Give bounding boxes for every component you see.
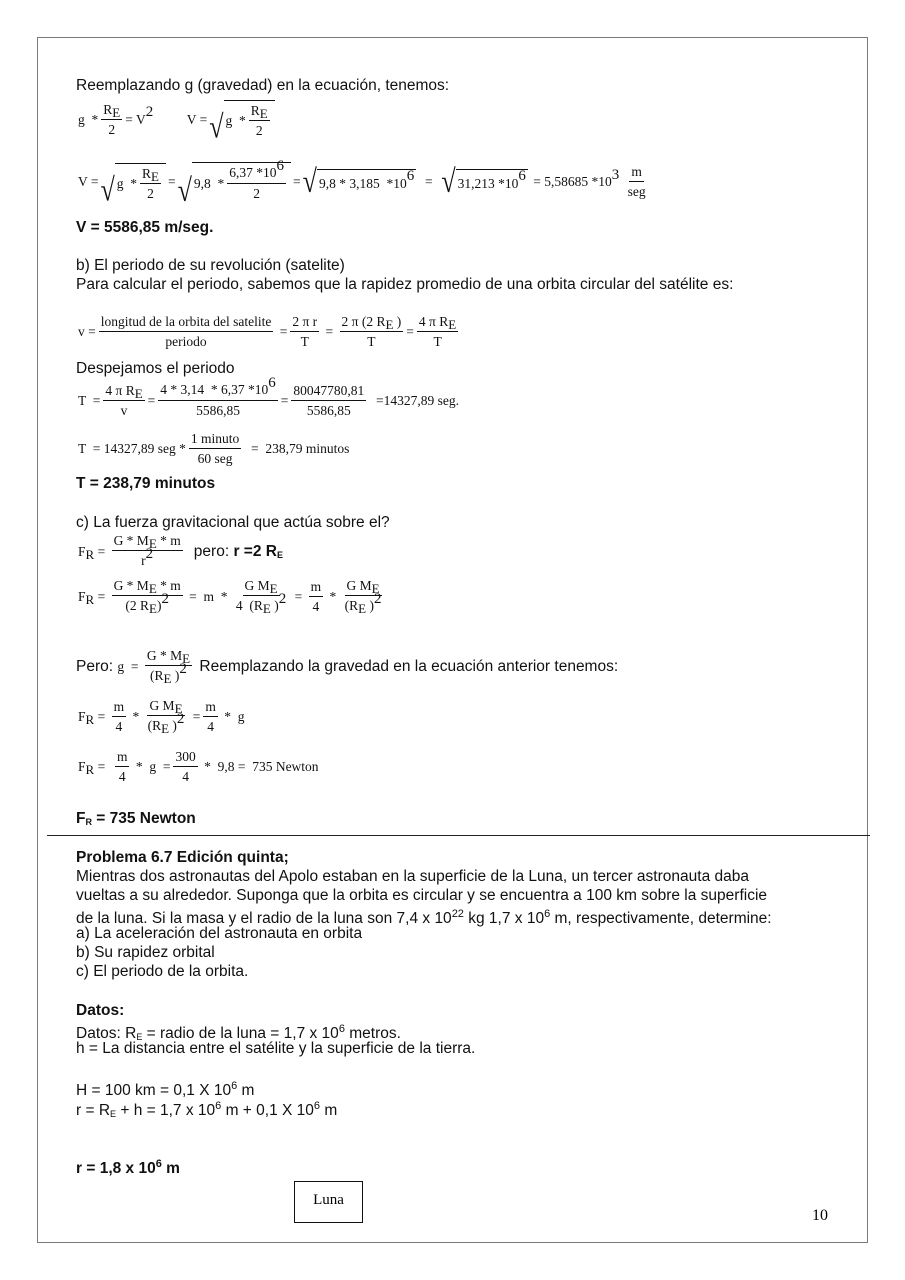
math-subscript: E bbox=[385, 317, 394, 332]
datos-radius: Datos: $R_E$ = radio de la luna = 1,7 x $10^6$ metros. bbox=[76, 1023, 401, 1042]
radical-sign: √ bbox=[177, 172, 192, 209]
formula-period bbox=[78, 375, 460, 419]
datos-title: Datos: bbox=[76, 1002, 125, 1019]
math-superscript: 6 bbox=[268, 375, 276, 391]
math-text: g = bbox=[117, 658, 142, 674]
math-text: 4 bbox=[182, 769, 189, 784]
math-text: = V bbox=[125, 111, 146, 127]
fraction-numerator bbox=[112, 578, 183, 596]
problem-text: Mientras dos astronautas del Apolo estaban en la superficie de la Luna, un tercer astronauta daba bbox=[76, 868, 749, 885]
math-subscript: E bbox=[161, 721, 170, 736]
math-fraction bbox=[249, 103, 270, 139]
math-text: g * bbox=[225, 113, 246, 128]
math-fraction bbox=[145, 648, 192, 685]
fraction-numerator bbox=[291, 383, 366, 401]
divider bbox=[47, 835, 870, 836]
fraction-numerator bbox=[309, 579, 324, 597]
math-text: G M bbox=[346, 578, 372, 593]
math-text: = bbox=[189, 708, 201, 724]
math-text: ) bbox=[171, 668, 180, 683]
math-text: T bbox=[433, 334, 442, 349]
math-text: (R bbox=[344, 598, 359, 613]
math-text: 300 bbox=[175, 749, 196, 764]
math-text: 4 π R bbox=[418, 314, 449, 329]
math-text: m bbox=[631, 164, 642, 179]
radical-sign: √ bbox=[209, 108, 224, 146]
math-text: v = bbox=[78, 324, 96, 339]
math-subscript: E bbox=[151, 168, 159, 184]
math-text: 4 bbox=[118, 769, 126, 784]
formula-gravity-line: Pero: g = G * M E (R E ) 2 Reemplazando la gravedad en la ecuación anterior tenemos: bbox=[76, 648, 619, 686]
math-text: 5586,85 bbox=[306, 402, 351, 418]
math-text: = bbox=[94, 759, 112, 774]
math-subscript: E bbox=[262, 601, 271, 616]
math-text: G * M bbox=[113, 578, 149, 593]
math-text: * 9,8 = 735 Newton bbox=[200, 759, 319, 774]
math-sqrt bbox=[100, 163, 167, 208]
formula-force-3 bbox=[78, 698, 245, 735]
math-text: V = bbox=[78, 174, 99, 189]
fraction-denominator bbox=[106, 120, 117, 138]
radical-sign: √ bbox=[302, 163, 317, 200]
fraction-numerator bbox=[189, 431, 241, 449]
pero-equation: r =2 $R_E$ bbox=[233, 542, 283, 560]
formula-v-calc bbox=[78, 158, 651, 209]
math-text: = bbox=[276, 324, 288, 339]
fraction-denominator bbox=[343, 591, 384, 616]
math-text: = bbox=[418, 174, 440, 189]
math-superscript: 2 bbox=[161, 591, 169, 607]
math-text: 1 minuto bbox=[190, 431, 240, 446]
radical-sign: √ bbox=[441, 163, 456, 200]
result-force: $F_R = 735$ Newton bbox=[76, 810, 196, 827]
math-superscript: 2 bbox=[176, 711, 185, 727]
math-sqrt bbox=[177, 158, 291, 209]
math-text: m bbox=[116, 749, 128, 764]
fraction-numerator bbox=[340, 314, 404, 332]
result-v: V = 5586,85 m/seg. bbox=[76, 219, 214, 236]
fraction-denominator bbox=[119, 401, 130, 419]
math-text: 9,8 * bbox=[193, 175, 225, 191]
radicand bbox=[317, 169, 416, 195]
fraction-denominator bbox=[180, 767, 191, 785]
math-text: R bbox=[103, 101, 113, 117]
fraction-denominator bbox=[139, 546, 155, 570]
fraction-denominator bbox=[305, 401, 353, 419]
math-text: F bbox=[78, 543, 86, 559]
math-text: g * bbox=[116, 175, 138, 191]
math-fraction bbox=[103, 383, 144, 419]
math-subscript: R bbox=[85, 546, 95, 562]
math-fraction bbox=[140, 166, 161, 202]
fraction-denominator bbox=[365, 332, 377, 350]
math-text: * g bbox=[220, 708, 245, 724]
fraction-numerator bbox=[101, 102, 122, 120]
math-text: T bbox=[300, 334, 309, 349]
math-text: (R bbox=[150, 668, 164, 683]
math-text: 4 π R bbox=[105, 382, 135, 398]
math-superscript: 3 bbox=[611, 166, 620, 183]
math-text: seg bbox=[627, 184, 646, 199]
fraction-denominator bbox=[234, 591, 288, 616]
math-fraction bbox=[203, 699, 218, 735]
math-fraction bbox=[101, 102, 122, 138]
formula-v-squared bbox=[78, 100, 277, 146]
math-text: longitud de la orbita del satelite bbox=[100, 314, 272, 329]
math-fraction bbox=[343, 578, 384, 615]
formula-speed bbox=[78, 314, 461, 350]
math-text: * m bbox=[156, 533, 181, 548]
fraction-denominator bbox=[113, 717, 124, 735]
math-text: = bbox=[168, 174, 176, 189]
problem-title: Problema 6.7 Edición quinta; bbox=[76, 849, 289, 866]
math-text: 80047780,81 bbox=[293, 382, 365, 398]
math-sqrt bbox=[441, 163, 528, 200]
math-text: = bbox=[291, 588, 306, 604]
fraction-denominator bbox=[311, 597, 322, 615]
paragraph: Reemplazando g (gravedad) en la ecuación, tenemos: bbox=[76, 77, 450, 94]
fraction-denominator bbox=[117, 767, 128, 785]
math-text: 4 bbox=[115, 718, 123, 734]
math-fraction bbox=[112, 533, 183, 570]
math-text: G M bbox=[149, 698, 175, 713]
problem-text: vueltas a su alrededor. Suponga que la orbita es circular y se encuentra a 100 km sobre la superficie bbox=[76, 887, 768, 904]
math-text: G * M bbox=[146, 648, 183, 663]
math-sqrt bbox=[209, 100, 275, 146]
math-text: 4 bbox=[207, 718, 215, 734]
question-a: a) La aceleración del astronauta en orbita bbox=[76, 925, 363, 942]
math-text: 5586,85 bbox=[196, 403, 240, 418]
math-text: 2 bbox=[253, 186, 261, 201]
fraction-denominator bbox=[146, 711, 187, 736]
fraction-numerator bbox=[227, 158, 286, 184]
paragraph: Despejamos el periodo bbox=[76, 360, 235, 377]
math-superscript: 6 bbox=[518, 168, 526, 184]
figure-label-luna: Luna bbox=[294, 1181, 363, 1223]
fraction-numerator bbox=[103, 383, 144, 401]
fraction-numerator bbox=[203, 699, 218, 717]
math-text: 4 (R bbox=[235, 598, 263, 613]
math-subscript: E bbox=[182, 651, 191, 666]
math-text: m bbox=[113, 698, 125, 714]
math-text: = bbox=[147, 392, 156, 408]
math-text: (2 R bbox=[125, 598, 150, 613]
math-text: 2 π (2 R bbox=[341, 314, 386, 329]
math-text: = bbox=[94, 543, 109, 559]
fraction-denominator bbox=[299, 332, 311, 350]
math-text: 9,8 * 3,185 *10 bbox=[318, 175, 407, 191]
fraction-denominator bbox=[431, 332, 443, 350]
math-fraction bbox=[146, 698, 187, 735]
result-r: r = 1,8 x $10^6$ m bbox=[76, 1158, 180, 1177]
math-superscript: 2 bbox=[145, 104, 154, 120]
math-text: F bbox=[78, 588, 86, 604]
math-text: T bbox=[367, 334, 376, 349]
radicand bbox=[115, 163, 166, 202]
math-superscript: 2 bbox=[145, 546, 154, 562]
math-fraction bbox=[173, 749, 197, 785]
fraction-denominator bbox=[145, 184, 156, 202]
math-text: = bbox=[94, 588, 109, 604]
fraction-denominator bbox=[251, 184, 262, 202]
math-text: 4 bbox=[312, 598, 320, 614]
math-text: * g = bbox=[132, 759, 171, 774]
math-text: 2 bbox=[147, 185, 154, 201]
formula-force-4 bbox=[78, 749, 319, 785]
math-text: G * M bbox=[113, 533, 149, 548]
fraction-numerator bbox=[140, 166, 161, 184]
math-text: 2 bbox=[108, 121, 116, 137]
math-text: * bbox=[326, 588, 340, 604]
formula-period-minutes bbox=[78, 431, 349, 467]
fraction-denominator bbox=[205, 717, 216, 735]
math-superscript: 6 bbox=[406, 168, 415, 184]
math-text: G M bbox=[244, 578, 270, 593]
math-superscript: 2 bbox=[278, 591, 287, 607]
math-text: ) bbox=[169, 718, 177, 733]
math-fraction bbox=[99, 314, 274, 350]
formula-force-2 bbox=[78, 578, 386, 615]
math-fraction bbox=[227, 158, 286, 202]
math-text: = bbox=[293, 174, 301, 189]
math-text: 2 π r bbox=[292, 314, 318, 329]
math-text: m bbox=[310, 578, 322, 594]
math-text: ) bbox=[366, 598, 374, 613]
math-subscript: R bbox=[85, 591, 95, 607]
math-text: =14327,89 seg. bbox=[369, 392, 460, 408]
math-fraction bbox=[417, 314, 458, 350]
math-text: R bbox=[142, 165, 152, 181]
math-subscript: E bbox=[149, 601, 157, 616]
formula-force bbox=[78, 533, 283, 570]
math-fraction bbox=[291, 383, 366, 419]
math-text: F bbox=[78, 759, 86, 774]
math-fraction bbox=[626, 164, 648, 200]
math-text: * m bbox=[156, 578, 181, 593]
math-superscript: 2 bbox=[373, 591, 382, 607]
fraction-denominator bbox=[626, 182, 648, 200]
math-subscript: E bbox=[269, 581, 278, 596]
fraction-denominator bbox=[254, 121, 265, 139]
math-text: ) bbox=[270, 598, 279, 613]
math-text: * bbox=[129, 708, 143, 724]
math-fraction bbox=[290, 314, 319, 350]
math-subscript: E bbox=[148, 536, 157, 551]
math-fraction bbox=[112, 699, 127, 735]
math-subscript: E bbox=[371, 581, 380, 596]
math-subscript: E bbox=[448, 317, 457, 332]
math-text: = 5,58685 *10 bbox=[529, 174, 612, 189]
math-text: = bbox=[280, 392, 289, 408]
math-text: 4 * 3,14 * 6,37 *10 bbox=[160, 382, 269, 397]
fraction-numerator bbox=[243, 578, 280, 596]
math-subscript: E bbox=[174, 701, 183, 716]
math-fraction bbox=[112, 578, 183, 615]
math-text: r bbox=[141, 553, 146, 568]
question-b: b) Su rapidez orbital bbox=[76, 944, 215, 961]
fraction-denominator bbox=[194, 401, 242, 419]
fraction-numerator bbox=[158, 375, 278, 401]
math-text: = bbox=[94, 708, 109, 724]
fraction-denominator bbox=[148, 661, 189, 686]
math-subscript: E bbox=[358, 601, 367, 616]
math-text: 2 bbox=[255, 123, 263, 138]
datos-H: H = 100 km = 0,1 X $10^6$ m bbox=[76, 1080, 255, 1099]
math-fraction bbox=[189, 431, 241, 467]
result-t: T = 238,79 minutos bbox=[76, 475, 216, 492]
math-subscript: E bbox=[134, 385, 143, 401]
datos-r: $r = R_E + h = 1,7$ x $10^6$ m + 0,1 X $10^6$ m bbox=[76, 1100, 338, 1119]
datos-h: h = La distancia entre el satélite y la superficie de la tierra. bbox=[76, 1040, 476, 1057]
math-text: periodo bbox=[165, 334, 207, 349]
math-fraction bbox=[309, 579, 324, 615]
radicand bbox=[224, 100, 275, 139]
paragraph: Para calcular el periodo, sabemos que la rapidez promedio de una orbita circular del satélite es: bbox=[76, 276, 734, 293]
math-text: = 238,79 minutos bbox=[244, 441, 350, 456]
math-text: 6,37 *10 bbox=[229, 165, 277, 180]
question-c: c) El periodo de la orbita. bbox=[76, 963, 249, 980]
fraction-numerator bbox=[290, 314, 319, 332]
math-subscript: R bbox=[85, 711, 95, 727]
problem-text: de la luna. Si la masa y el radio de la luna son 7,4 x $10^{22}$ kg 1,7 x $10^6$ m, respectivamente, determine: bbox=[76, 908, 772, 927]
fraction-numerator bbox=[115, 749, 130, 767]
math-text: T = bbox=[78, 392, 101, 408]
math-text: ) bbox=[156, 598, 162, 613]
math-text: = bbox=[322, 324, 337, 339]
math-text: 31,213 *10 bbox=[457, 175, 519, 191]
math-subscript: E bbox=[259, 106, 268, 121]
math-text: v bbox=[120, 402, 128, 418]
fraction-denominator bbox=[196, 449, 235, 467]
math-text: R bbox=[250, 103, 260, 118]
math-subscript: E bbox=[163, 671, 172, 686]
math-subscript: R bbox=[85, 762, 95, 777]
math-text: = m * bbox=[185, 588, 231, 604]
math-text: F bbox=[78, 708, 86, 724]
pero-label: pero: bbox=[193, 542, 234, 560]
section-b-title: b) El periodo de su revolución (satelite) bbox=[76, 257, 345, 274]
math-text: m bbox=[205, 698, 216, 714]
math-superscript: 6 bbox=[276, 158, 285, 174]
fraction-numerator bbox=[417, 314, 458, 332]
math-text: ) bbox=[393, 314, 402, 329]
fraction-numerator bbox=[249, 103, 270, 121]
math-text: g * bbox=[78, 111, 99, 127]
math-text: T = 14327,89 seg * bbox=[78, 441, 186, 456]
fraction-denominator bbox=[163, 332, 208, 350]
math-sqrt bbox=[302, 163, 417, 200]
math-superscript: 2 bbox=[179, 661, 187, 677]
math-text: V = bbox=[153, 111, 208, 127]
fraction-numerator bbox=[173, 749, 197, 767]
fraction-numerator bbox=[629, 164, 644, 182]
math-text bbox=[619, 174, 622, 190]
radicand bbox=[192, 158, 291, 202]
math-fraction bbox=[115, 749, 130, 785]
math-subscript: E bbox=[112, 104, 121, 120]
math-fraction bbox=[340, 314, 404, 350]
fraction-numerator bbox=[112, 699, 127, 717]
radicand bbox=[456, 169, 528, 195]
math-text: (R bbox=[147, 718, 162, 733]
math-fraction bbox=[158, 375, 278, 419]
radical-sign: √ bbox=[100, 171, 115, 208]
page-number: 10 bbox=[812, 1207, 828, 1224]
math-subscript: E bbox=[148, 581, 157, 596]
math-text: = bbox=[406, 324, 414, 339]
fraction-denominator bbox=[123, 591, 171, 616]
section-c-title: c) La fuerza gravitacional que actúa sobre el? bbox=[76, 514, 390, 531]
math-fraction bbox=[234, 578, 288, 615]
math-text: 60 seg bbox=[197, 451, 233, 466]
fraction-numerator bbox=[99, 314, 274, 332]
